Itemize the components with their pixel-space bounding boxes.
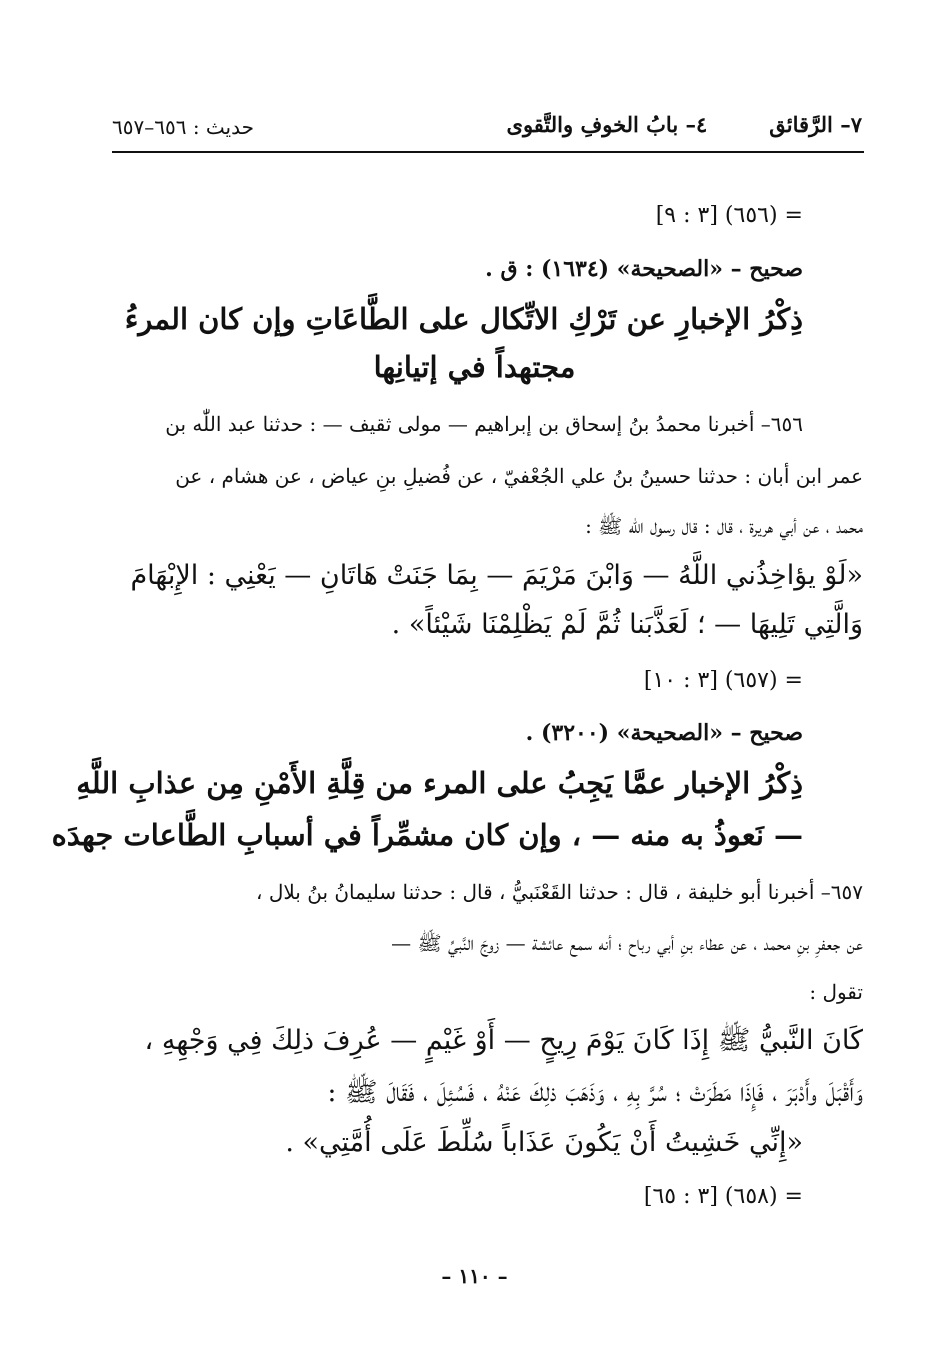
quote-line: وَالَّتِي تَلِيهَا — ؛ لَعَذَّبَنا ثُمَّ لَمْ يَظْلِمْنَا شَيْئاً» .	[391, 609, 863, 640]
hadith-text-line: ٦٥٧– أخبرنا أبو خليفة ، قال : حدثنا القَعْنَبيُّ ، قال : حدثنا سليمانُ بنُ بلال ،	[256, 880, 863, 904]
grade-657: صحيح – «الصحيحة» (٣٢٠٠) .	[525, 720, 803, 746]
page-number: – ١١٠ –	[441, 1264, 508, 1288]
hadith-range: حديث : ٦٥٦–٦٥٧	[112, 115, 254, 139]
hadith-text-line: محمد ، عن أبي هريرة ، قال : قال رسول اللّٰه ﷺ :	[585, 514, 863, 538]
chapter-heading-line: ذِكْرُ الإخبارِ عن تَرْكِ الاتِّكال على الطَّاعَاتِ وإن كان المرءُ	[124, 302, 803, 336]
cross-reference-656: = (٦٥٦) [٣ : ٩]	[655, 203, 803, 228]
cross-reference-658: = (٦٥٨) [٣ : ٦٥]	[643, 1184, 803, 1209]
chapter-heading-line: — نَعوذُ به منه — ، وإن كان مشمِّراً في أسبابِ الطَّاعات جهدَه	[51, 818, 803, 852]
running-header	[507, 112, 862, 137]
quote-line: «إِنِّي خَشِيتُ أَنْ يَكُونَ عَذَاباً سُلِّطَ عَلَى أُمَّتِي» .	[285, 1127, 803, 1158]
chapter-title: ٤– بابُ الخوفِ والتَّقوى	[506, 112, 708, 137]
grade-656: صحيح – «الصحيحة» (١٦٣٤) : ق .	[485, 256, 803, 282]
header-rule	[112, 151, 864, 153]
hadith-text-line: عمر ابن أبان : حدثنا حسينُ بنُ علي الجُعْفيّ ، عن فُضيلِ بنِ عياض ، عن هشام ، عن	[175, 464, 863, 488]
quote-line: «لَوْ يؤاخِذُني اللَّهُ — وَابْنَ مَرْيَمَ — بِمَا جَنَتْ هَاتَانِ — يَعْنِي : الإِبْهَامَ	[130, 560, 863, 591]
quote-line: كَانَ النَّبيُّ ﷺ إِذَا كَانَ يَوْمَ رِيحٍ — أَوْ غَيْمٍ — عُرِفَ ذلِكَ فِي وَجْهِهِ ،	[144, 1025, 863, 1056]
hadith-text-line: ٦٥٦– أخبرنا محمدُ بنُ إسحاق بن إبراهيم — مولى ثقيف — : حدثنا عبد اللّٰه بن	[165, 412, 803, 436]
quote-line: وَأَقْبَلَ وأَدْبَرَ ، فَإِذَا مَطَرَتْ ؛ سُرَّ بِهِ ، وَذَهَبَ ذلِكَ عَنْهُ ، فَسُئِلَ ، فَقَالَ ﷺ :	[327, 1077, 863, 1108]
hadith-text-line: عن جعفرِ بنِ محمد ، عن عطاء بنِ أبي رباح ؛ أنه سمع عائشة — زوجَ النَّبيِّ ﷺ —	[391, 931, 863, 955]
cross-reference-657: = (٦٥٧) [٣ : ١٠]	[643, 668, 803, 693]
hadith-text-line: تقول :	[809, 980, 863, 1004]
chapter-heading-line: ذِكْرُ الإخبار عمَّا يَجِبُ على المرء من قِلَّةِ الأَمْنِ مِن عذابِ اللَّهِ	[76, 766, 803, 800]
book-title: ٧– الرَّقائق	[769, 112, 862, 137]
chapter-heading-line: مجتهداً في إتيانِها	[373, 350, 576, 384]
